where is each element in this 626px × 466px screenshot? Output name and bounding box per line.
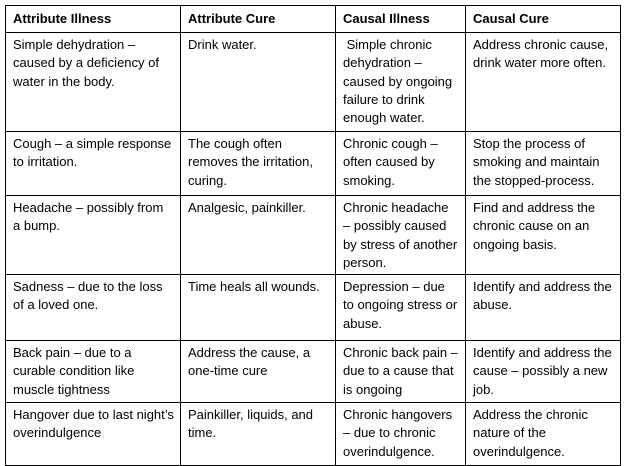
table-row [6, 341, 621, 403]
table-cell: Chronic cough – often caused by smoking. [336, 132, 466, 196]
table-cell: Find and address the chronic cause on an ongoing basis. [466, 196, 621, 275]
table-cell: Cough – a simple response to irritation. [6, 132, 181, 196]
header-attribute-illness: Attribute Illness [6, 6, 181, 33]
table-cell: Painkiller, liquids, and time. [181, 403, 336, 466]
table-cell: Chronic back pain – due to a cause that is ongoing [336, 341, 466, 403]
table-cell: Depression – due to ongoing stress or abuse. [336, 275, 466, 341]
table-cell: Address chronic cause, drink water more often. [466, 33, 621, 132]
table-cell: Address the cause, a one-time cure [181, 341, 336, 403]
table-cell: Chronic headache – possibly caused by stress of another person. [336, 196, 466, 275]
table-cell: Identify and address the cause – possibly a new job. [466, 341, 621, 403]
header-causal-cure: Causal Cure [466, 6, 621, 33]
table-cell: Identify and address the abuse. [466, 275, 621, 341]
table-row [6, 196, 621, 275]
table-cell: Chronic hangovers – due to chronic overindulgence. [336, 403, 466, 466]
table-cell: Analgesic, painkiller. [181, 196, 336, 275]
table-cell: Address the chronic nature of the overindulgence. [466, 403, 621, 466]
table-cell: Headache – possibly from a bump. [6, 196, 181, 275]
table-cell: Time heals all wounds. [181, 275, 336, 341]
table-cell: Stop the process of smoking and maintain the stopped-process. [466, 132, 621, 196]
table-cell: Hangover due to last night’s overindulgence [6, 403, 181, 466]
table-cell: Drink water. [181, 33, 336, 132]
table-cell: Back pain – due to a curable condition like muscle tightness [6, 341, 181, 403]
table-row [6, 132, 621, 196]
table-row [6, 403, 621, 466]
header-attribute-cure: Attribute Cure [181, 6, 336, 33]
table-cell: Simple dehydration – caused by a deficiency of water in the body. [6, 33, 181, 132]
table-cell: Sadness – due to the loss of a loved one. [6, 275, 181, 341]
table-header-row [6, 6, 621, 33]
table-cell: Simple chronic dehydration – caused by ongoing failure to drink enough water. [336, 33, 466, 132]
table-row [6, 33, 621, 132]
header-causal-illness: Causal Illness [336, 6, 466, 33]
illness-cure-table [5, 5, 621, 466]
table-row [6, 275, 621, 341]
table-cell: The cough often removes the irritation, curing. [181, 132, 336, 196]
